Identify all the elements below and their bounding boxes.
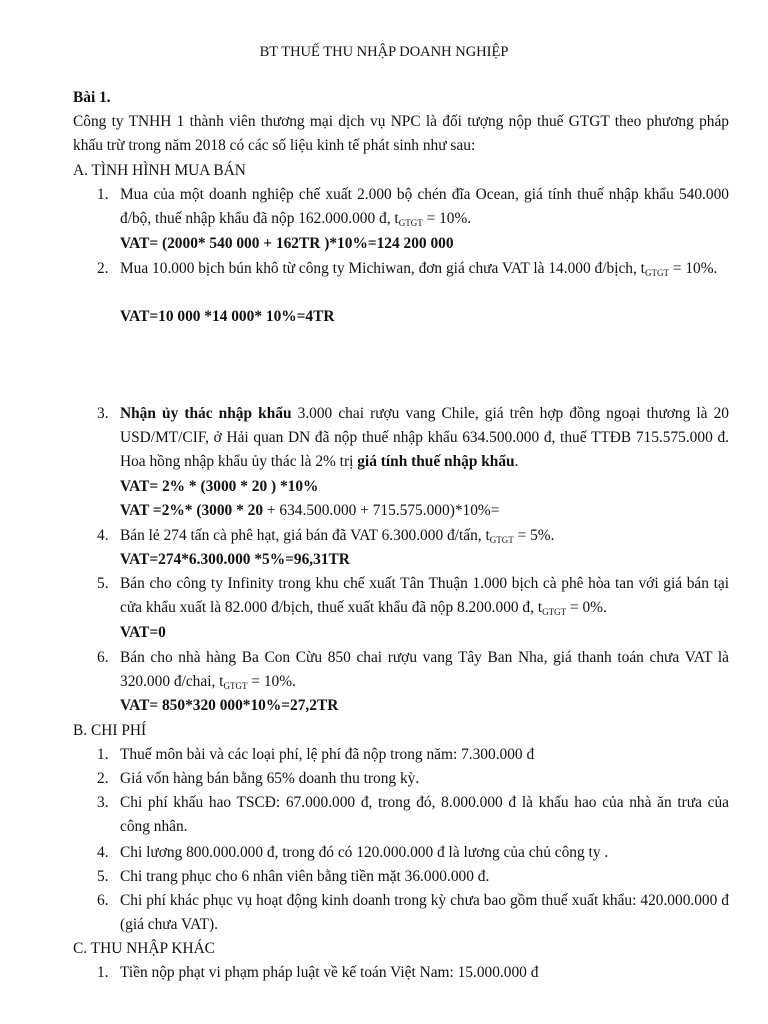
calc-line: VAT= 2% * (3000 * 20 ) *10% (120, 478, 319, 495)
item-text: Thuế môn bài và các loại phí, lệ phí đã nộp trong năm: 7.300.000 đ (120, 746, 535, 763)
section-b-heading: B. CHI PHÍ (73, 722, 147, 739)
calc-line: VAT=0 (120, 624, 166, 641)
item-text: Mua của một doanh nghiệp chế xuất 2.000 bộ chén đĩa Ocean, giá tính thuế nhập khẩu 540.000 đ/bộ, thuế nhập khẩu đã nộp 162.000.000 đ, $t_{GTGT} = 10\%$. (120, 186, 729, 228)
calc-line: VAT=274*6.300.000 *5%=96,31TR (120, 551, 350, 568)
item-text: Nhận ủy thác nhập khẩu 3.000 chai rượu vang Chile, giá trên hợp đồng ngoại thương là 20 USD/MT/CIF, ở Hải quan DN đã nộp thuế nhập khẩu 634.500.000 đ, thuế TTĐB 715.575.000 đ. Hoa hồng nhập khẩu ủy thác là 2% trị giá tính thuế nhập khẩu. (120, 405, 729, 470)
list-item (97, 767, 729, 791)
section-c-heading: C. THU NHẬP KHÁC (73, 940, 215, 957)
item-text: Chi lương 800.000.000 đ, trong đó có 120.000.000 đ là lương của chủ công ty . (120, 844, 609, 861)
list-item (97, 791, 729, 839)
item-number: 5. (97, 575, 109, 592)
item-number: 6. (97, 649, 109, 666)
section-a-heading: A. TÌNH HÌNH MUA BÁN (73, 162, 246, 179)
list-item (97, 572, 729, 624)
item-number: 4. (97, 844, 109, 861)
item-number: 1. (97, 964, 109, 981)
item-text: Bán cho công ty Infinity trong khu chế xuất Tân Thuận 1.000 bịch cà phê hòa tan với giá bán tại cửa khẩu xuất là 82.000 đ/bịch, thuế xuất khẩu đã nộp 8.200.000 đ, $t_{GTGT} = 0\%$. (120, 575, 729, 617)
calc-line: VAT= (2000* 540 000 + 162TR )*10%=124 200 000 (120, 235, 454, 252)
list-item (97, 841, 729, 865)
item-number: 3. (97, 794, 109, 811)
item-text: Giá vốn hàng bán bằng 65% doanh thu trong kỳ. (120, 770, 420, 787)
list-item (97, 889, 729, 937)
item-text: Bán lẻ 274 tấn cà phê hạt, giá bán đã VAT 6.300.000 đ/tấn, $t_{GTGT} = 5\%$. (120, 527, 555, 545)
list-item (97, 743, 729, 767)
item-text: Chi trang phục cho 6 nhân viên bằng tiền mặt 36.000.000 đ. (120, 868, 490, 885)
calc-line: VAT =2%* (3000 * 20 + 634.500.000 + 715.575.000)*10%= (120, 502, 500, 519)
item-number: 3. (97, 405, 109, 422)
list-item (97, 865, 729, 889)
item-number: 2. (97, 770, 109, 787)
item-number: 4. (97, 527, 109, 544)
calc-line: VAT= 850*320 000*10%=27,2TR (120, 697, 339, 714)
item-text: Chi phí khấu hao TSCĐ: 67.000.000 đ, trong đó, 8.000.000 đ là khấu hao của nhà ăn trưa của công nhân. (120, 794, 729, 835)
list-item (97, 961, 729, 985)
calc-line: VAT=10 000 *14 000* 10%=4TR (120, 308, 335, 325)
item-number: 1. (97, 186, 109, 203)
exercise-heading: Bài 1. (73, 89, 111, 106)
item-text: Mua 10.000 bịch bún khô từ công ty Michiwan, đơn giá chưa VAT là 14.000 đ/bịch, $t_{GTGT} = 10\%$. (120, 260, 718, 278)
item-number: 6. (97, 892, 109, 909)
list-item (97, 402, 729, 474)
list-item (97, 183, 729, 235)
item-number: 1. (97, 746, 109, 763)
list-item (97, 646, 729, 698)
item-number: 5. (97, 868, 109, 885)
page-title: BT THUẾ THU NHẬP DOANH NGHIỆP (259, 44, 509, 60)
item-text: Tiền nộp phạt vi phạm pháp luật về kế toán Việt Nam: 15.000.000 đ (120, 964, 539, 981)
item-number: 2. (97, 260, 109, 277)
item-text: Bán cho nhà hàng Ba Con Cừu 850 chai rượu vang Tây Ban Nha, giá thanh toán chưa VAT là 320.000 đ/chai, $t_{GTGT} = 10\%$. (120, 649, 729, 691)
list-item (97, 257, 729, 285)
intro-paragraph: Công ty TNHH 1 thành viên thương mại dịch vụ NPC là đối tượng nộp thuế GTGT theo phương pháp khấu trừ trong năm 2018 có các số liệu kinh tế phát sinh như sau: (73, 113, 729, 154)
item-text: Chi phí khác phục vụ hoạt động kinh doanh trong kỳ chưa bao gồm thuế xuất khẩu: 420.000.000 đ (giá chưa VAT). (120, 892, 729, 933)
